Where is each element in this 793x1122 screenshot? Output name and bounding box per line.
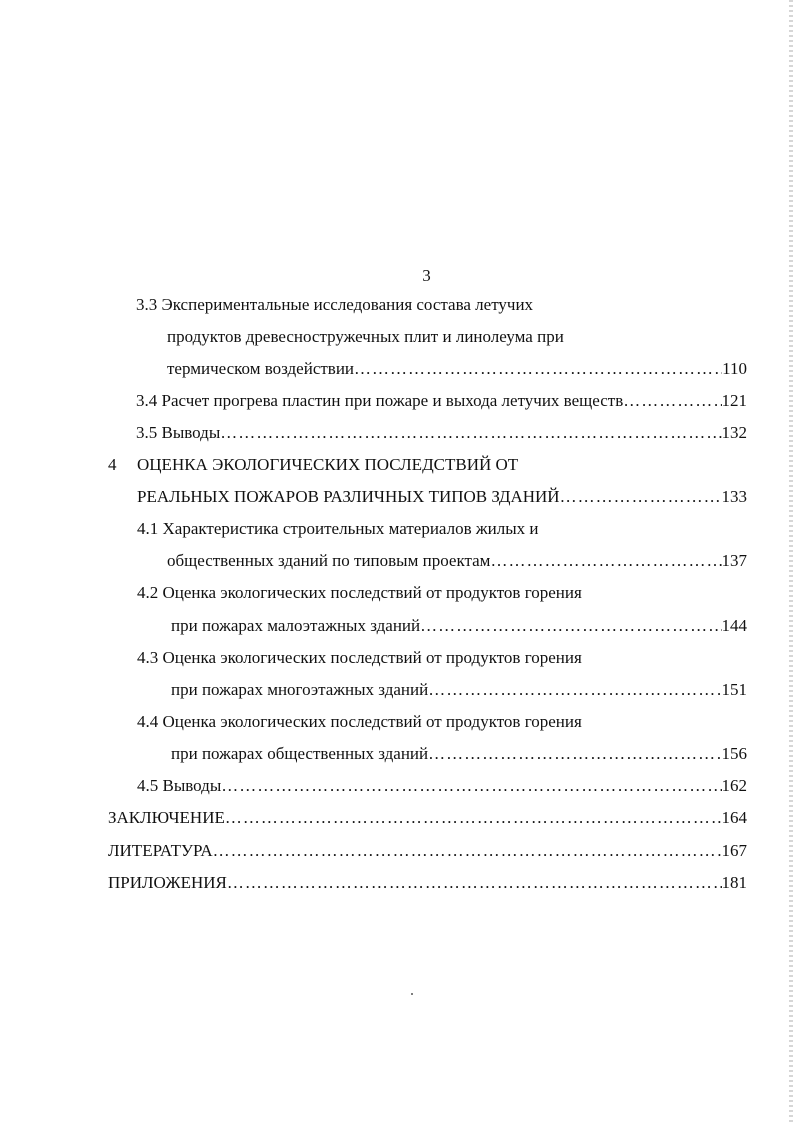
toc-page-number: 144 — [721, 616, 747, 635]
toc-entry-title: ЛИТЕРАТУРА — [108, 841, 213, 860]
toc-entry-4-5[interactable] — [137, 775, 747, 797]
dot-leader — [490, 550, 721, 572]
toc-page-number: 137 — [721, 551, 747, 570]
toc-entry-4-1-line-1: 4.1 Характеристика строительных материалов жилых и — [137, 519, 539, 538]
toc-entry-title: 3.5 Выводы — [136, 423, 221, 442]
toc-entry-title: ЗАКЛЮЧЕНИЕ — [108, 808, 225, 827]
toc-page-number: 156 — [721, 744, 747, 763]
toc-entry-4-2-line-2[interactable] — [171, 615, 747, 637]
toc-entry-3-5[interactable] — [136, 422, 747, 444]
dot-leader — [225, 807, 722, 829]
toc-entry-title: термическом воздействии — [167, 359, 355, 378]
dot-leader — [220, 422, 721, 444]
dot-leader — [428, 743, 721, 765]
toc-entry-4-3-line-2[interactable] — [171, 679, 747, 701]
dot-leader — [221, 775, 721, 797]
toc-page-number: 162 — [721, 776, 747, 795]
toc-entry-3-3-line-1: 3.3 Экспериментальные исследования состава летучих — [136, 295, 534, 314]
dot-leader — [560, 486, 722, 508]
toc-chapter-4-line-2[interactable] — [137, 486, 747, 508]
toc-entry-title: при пожарах многоэтажных зданий — [171, 680, 429, 699]
toc-page-number: 167 — [721, 841, 747, 860]
toc-entry-title: общественных зданий по типовым проектам — [167, 551, 491, 570]
toc-entry-title: ПРИЛОЖЕНИЯ — [108, 873, 227, 892]
toc-entry-title: 3.4 Расчет прогрева пластин при пожаре и выхода летучих веществ — [136, 391, 624, 410]
dot-leader — [213, 840, 722, 862]
toc-entry-title: при пожарах малоэтажных зданий — [171, 616, 421, 635]
toc-page-number: 121 — [721, 391, 747, 410]
scan-edge-artifact — [789, 0, 793, 1122]
chapter-number: 4 — [108, 455, 117, 474]
page-number: 3 — [422, 266, 431, 285]
toc-chapter-4-line-1: ОЦЕНКА ЭКОЛОГИЧЕСКИХ ПОСЛЕДСТВИЙ ОТ — [137, 455, 519, 474]
toc-page-number: 132 — [721, 423, 747, 442]
dot-leader — [623, 390, 721, 412]
toc-page-number: 164 — [721, 808, 747, 827]
toc-entry-title: РЕАЛЬНЫХ ПОЖАРОВ РАЗЛИЧНЫХ ТИПОВ ЗДАНИЙ — [137, 487, 560, 506]
toc-entry-3-3-line-2: продуктов древесностружечных плит и линолеума при — [167, 327, 564, 346]
toc-page-number: 110 — [722, 359, 747, 378]
toc-entry-4-3-line-1: 4.3 Оценка экологических последствий от продуктов горения — [137, 648, 582, 667]
toc-entry-4-4-line-1: 4.4 Оценка экологических последствий от продуктов горения — [137, 712, 582, 731]
toc-page-number: 133 — [721, 487, 747, 506]
toc-entry-appendices[interactable] — [108, 872, 747, 894]
toc-entry-title: 4.5 Выводы — [137, 776, 222, 795]
toc-entry-literature[interactable] — [108, 840, 747, 862]
scan-speck — [411, 993, 413, 995]
toc-entry-4-4-line-2[interactable] — [171, 743, 747, 765]
dot-leader — [420, 615, 721, 637]
dot-leader — [428, 679, 721, 701]
toc-entry-4-1-line-2[interactable] — [167, 550, 747, 572]
dot-leader — [354, 358, 722, 380]
toc-entry-conclusion[interactable] — [108, 807, 747, 829]
toc-page-number: 181 — [721, 873, 747, 892]
toc-entry-3-4[interactable] — [136, 390, 747, 412]
toc-entry-title: при пожарах общественных зданий — [171, 744, 429, 763]
toc-entry-4-2-line-1: 4.2 Оценка экологических последствий от продуктов горения — [137, 583, 582, 602]
toc-page-number: 151 — [721, 680, 747, 699]
toc-entry-3-3-line-3[interactable] — [167, 358, 747, 380]
dot-leader — [227, 872, 722, 894]
